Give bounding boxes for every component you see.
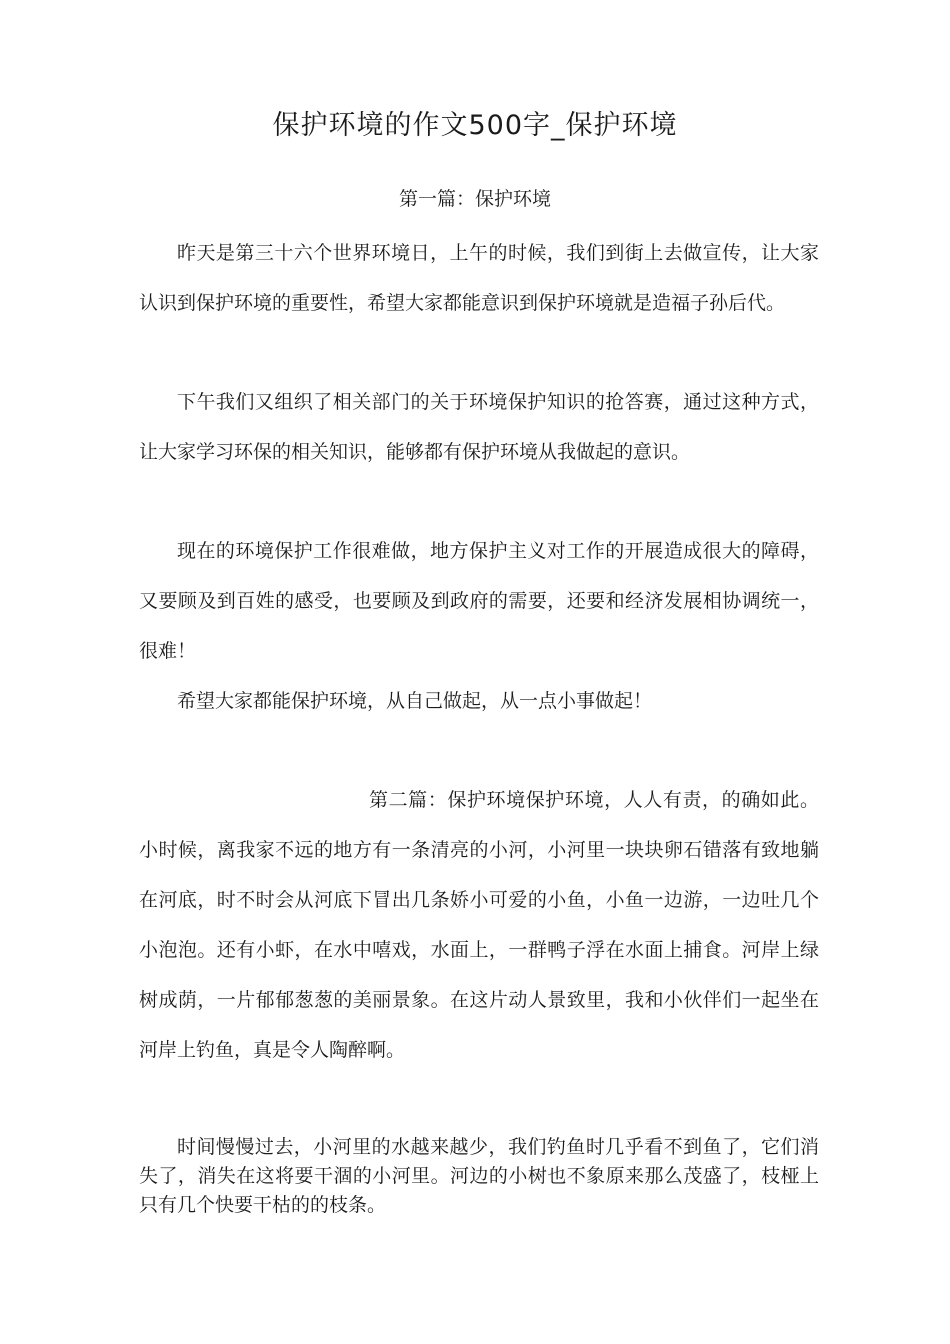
paragraph-2: 下午我们又组织了相关部门的关于环境保护知识的抢答赛，通过这种方式，让大家学习环保的相关知识，能够都有保护环境从我做起的意识。	[139, 391, 819, 463]
paragraph-3: 现在的环境保护工作很难做，地方保护主义对工作的开展造成很大的障碍，又要顾及到百姓的感受，也要顾及到政府的需要，还要和经济发展相协调统一，很难！	[139, 540, 819, 662]
document-title: 保护环境的作文500字_保护环境	[272, 110, 678, 141]
section-heading: 第一篇：保护环境	[398, 188, 551, 210]
paragraph-5: 第二篇：保护环境保护环境，人人有责，的确如此。小时候，离我家不远的地方有一条清亮的小河，小河里一块块卵石错落有致地躺在河底，时不时会从河底下冒出几条娇小可爱的小鱼，小鱼一边游，一边吐几个小泡泡。还有小虾，在水中嘻戏，水面上，一群鸭子浮在水面上捕食。河岸上绿树成荫，一片郁郁葱葱的美丽景象。在这片动人景致里，我和小伙伴们一起坐在河岸上钓鱼，真是令人陶醉啊。	[139, 789, 819, 1061]
paragraph-6: 时间慢慢过去，小河里的水越来越少，我们钓鱼时几乎看不到鱼了，它们消失了，消失在这将要干涸的小河里。河边的小树也不象原来那么茂盛了，枝桠上只有几个快要干枯的的枝条。	[139, 1136, 819, 1216]
paragraph-1: 昨天是第三十六个世界环境日，上午的时候，我们到街上去做宣传，让大家认识到保护环境的重要性，希望大家都能意识到保护环境就是造福子孙后代。	[139, 242, 819, 314]
paragraph-4: 希望大家都能保护环境，从自己做起，从一点小事做起！	[177, 690, 653, 712]
